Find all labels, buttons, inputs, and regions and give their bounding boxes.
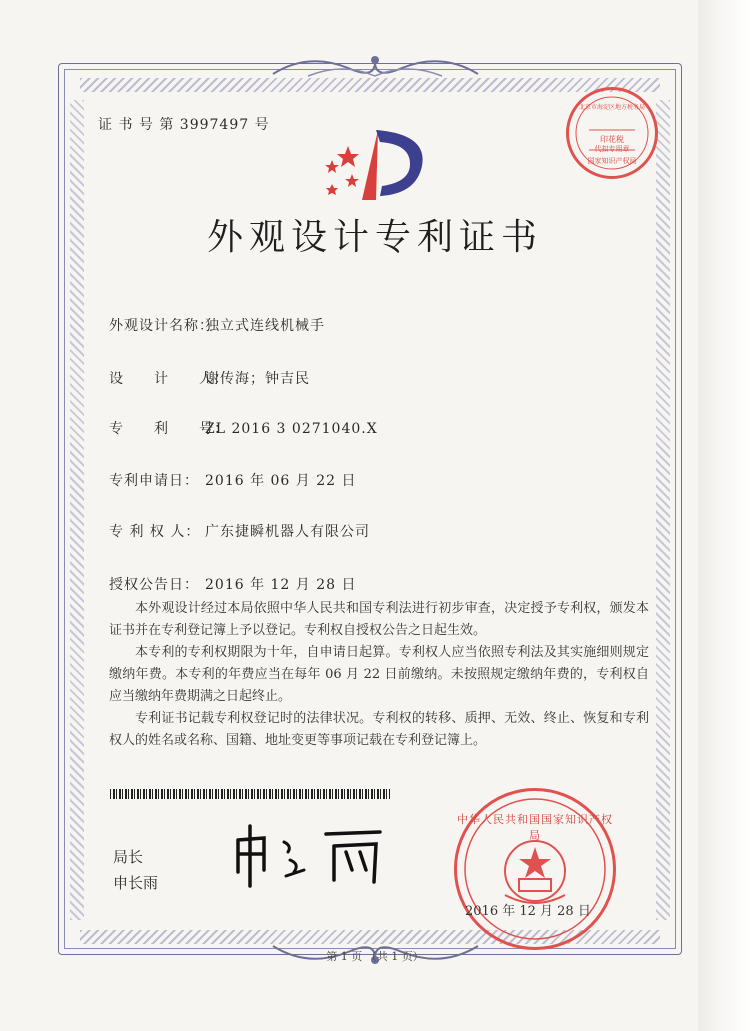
field-value: 2016 年 06 月 22 日 [205,473,357,489]
certificate-body [109,598,649,752]
field-label: 专 利 权 人： [109,524,201,540]
stamp-duty-seal [566,87,658,179]
field-designers [109,368,310,388]
stamp-duty-line1: 印花税 [600,135,624,144]
border-ornament-top-icon [268,50,483,86]
paragraph-grant: 本外观设计经过本局依照中华人民共和国专利法进行初步审查，决定授予专利权，颁发本证书并在专利登记簿上予以登记。专利权自授权公告之日起生效。 [109,601,649,638]
seal-date: 2016 年 12 月 28 日 [465,904,591,919]
field-application-date [109,470,357,490]
field-patent-number [109,418,378,438]
certificate-title: 外观设计专利证书 [206,217,543,258]
field-grant-date [109,574,357,594]
official-seal-ring: 中华人民共和国国家知识产权局 [457,813,613,842]
stamp-duty-ring: 北京市海淀区地方税务局 [578,104,645,111]
stamp-duty-bottom: 国家知识产权局 [587,157,637,165]
field-value: 2016 年 12 月 28 日 [205,577,357,593]
field-patentee [109,521,370,541]
field-value: 谢传海；钟吉民 [205,371,310,387]
field-value: 独立式连线机械手 [205,318,325,334]
field-label: 专 利 号： [109,421,229,437]
director-name: 申长雨 [113,874,159,892]
certificate-number: 证 书 号 第 3997497 号 [98,117,270,133]
page-edge-shadow [698,0,750,1031]
field-value: 广东捷瞬机器人有限公司 [205,524,370,540]
field-label: 设 计 人： [109,371,229,387]
director-signature [230,820,390,890]
field-label: 外观设计名称： [109,318,214,334]
field-label: 专利申请日： [109,473,199,489]
stamp-duty-line2: 代扣专用章 [594,145,630,153]
director-title: 局长 [113,848,144,866]
official-seal [454,788,616,950]
field-label: 授权公告日： [109,577,199,593]
field-design-name [109,315,325,335]
barcode [110,789,390,799]
paragraph-legal-status: 专利证书记载专利权登记时的法律状况。专利权的转移、质押、无效、终止、恢复和专利权人的姓名或名称、国籍、地址变更等事项记载在专利登记簿上。 [109,711,649,748]
patent-office-logo-icon [318,126,428,204]
page-number: 第 1 页 （共 1 页） [326,950,424,963]
field-value: ZL 2016 3 0271040.X [205,421,378,437]
paragraph-term: 本专利的专利权期限为十年，自申请日起算。专利权人应当依照专利法及其实施细则规定缴纳年费。本专利的年费应当在每年 06 月 22 日前缴纳。未按照规定缴纳年费的，专利权自应当缴纳年费期满之日起终止。 [109,645,649,704]
